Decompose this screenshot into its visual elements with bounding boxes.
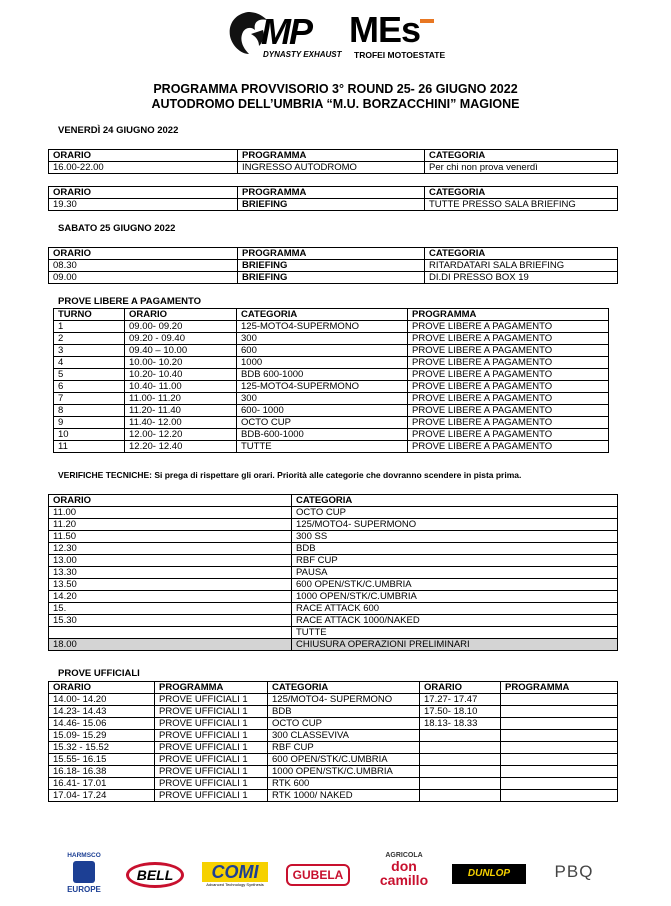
friday-heading: VENERDÌ 24 GIUGNO 2022 [58,125,179,136]
cell: 16.18- 16.38 [49,766,155,778]
col-categoria: CATEGORIA [268,682,420,694]
col-orario: ORARIO [49,187,238,199]
cell: 3 [54,345,125,357]
table-header-row [49,682,618,694]
col-orario-2: ORARIO [420,682,501,694]
saturday-table [48,247,618,284]
table-row [54,381,609,393]
cell: PROVE LIBERE A PAGAMENTO [408,429,609,441]
col-categoria: CATEGORIA [425,248,618,260]
cell: DI.DI PRESSO BOX 19 [425,272,618,284]
cell: 14.46- 15.06 [49,718,155,730]
cell: 11.00 [49,507,292,519]
harmsco-logo: HARMSCO EUROPE [67,852,101,894]
table-row [49,603,618,615]
cell: 125/MOTO4- SUPERMONO [292,519,618,531]
col-orario: ORARIO [49,150,238,162]
cell: 17.50- 18.10 [420,706,501,718]
cell: RTK 600 [268,778,420,790]
cell [501,790,618,802]
cell: 19.30 [49,199,238,211]
cell: 1 [54,321,125,333]
cell: 11.20- 11.40 [125,405,237,417]
cell: 17.04- 17.24 [49,790,155,802]
table-header-row [49,495,618,507]
logo-dynasty: DYNASTY EXHAUST [263,50,342,59]
cell: 6 [54,381,125,393]
table-row [49,627,618,639]
table-header-row [49,248,618,260]
cell: 5 [54,369,125,381]
cell: PROVE LIBERE A PAGAMENTO [408,345,609,357]
cell: 1000 OPEN/STK/C.UMBRIA [292,591,618,603]
cell: PROVE UFFICIALI 1 [155,778,268,790]
cell: 18.00 [49,639,292,651]
cell: PROVE UFFICIALI 1 [155,766,268,778]
cell: RBF CUP [268,742,420,754]
cell: BDB-600-1000 [237,429,408,441]
cell: PROVE LIBERE A PAGAMENTO [408,333,609,345]
cell: 18.13- 18.33 [420,718,501,730]
cell: INGRESSO AUTODROMO [238,162,425,174]
gubela-logo: GUBELA [286,864,350,886]
table-row [49,272,618,284]
table-row [54,405,609,417]
col-turno: TURNO [54,309,125,321]
cell: 12.00- 12.20 [125,429,237,441]
free-practice-table [53,308,609,453]
cell [501,730,618,742]
cell: 15.55- 16.15 [49,754,155,766]
cell: 600- 1000 [237,405,408,417]
table-row [54,345,609,357]
table-row [49,694,618,706]
logo-mp: MP [261,11,311,52]
cell: BDB [268,706,420,718]
table-row [54,357,609,369]
cell: 11.00- 11.20 [125,393,237,405]
table-row [54,369,609,381]
cell: 13.30 [49,567,292,579]
cell: RACE ATTACK 600 [292,603,618,615]
cell: 09.00- 09.20 [125,321,237,333]
page-title-line1: PROGRAMMA PROVVISORIO 3° ROUND 25- 26 GIUGNO 2022 [153,82,518,96]
cell: 10 [54,429,125,441]
cell: 300 CLASSEVIVA [268,730,420,742]
cell [501,766,618,778]
cell: 600 OPEN/STK/C.UMBRIA [268,754,420,766]
cell [420,790,501,802]
cell [501,742,618,754]
cell: 11 [54,441,125,453]
col-categoria: CATEGORIA [237,309,408,321]
table-header-row [49,150,618,162]
tech-checks-heading: VERIFICHE TECNICHE: Si prega di rispettare gli orari. Priorità alle categorie che dovranno scendere in pista prima. [58,470,522,480]
saturday-heading: SABATO 25 GIUGNO 2022 [58,223,176,234]
cell: OCTO CUP [268,718,420,730]
col-programma: PROGRAMMA [155,682,268,694]
table-row [54,429,609,441]
sponsor-bar [60,852,620,897]
header-logo [225,8,455,70]
cell: PROVE UFFICIALI 1 [155,790,268,802]
cell: BDB [292,543,618,555]
friday-table-2 [48,186,618,211]
dunlop-logo: DUNLOP [452,864,526,884]
doncamillo-logo: AGRICOLA don camillo [379,852,429,888]
cell: RTK 1000/ NAKED [268,790,420,802]
cell: PROVE LIBERE A PAGAMENTO [408,441,609,453]
cell: 12.30 [49,543,292,555]
cell: BDB 600-1000 [237,369,408,381]
table-row [54,393,609,405]
cell: 09.40 – 10.00 [125,345,237,357]
cell [501,706,618,718]
cell: 10.20- 10.40 [125,369,237,381]
free-practice-heading: PROVE LIBERE A PAGAMENTO [58,296,202,307]
logo-mes-accent [420,19,434,23]
cell: 300 [237,393,408,405]
cell [49,627,292,639]
cell: 17.27- 17.47 [420,694,501,706]
cell: 2 [54,333,125,345]
logo-trofei: TROFEI MOTOESTATE [354,50,446,60]
cell: 300 [237,333,408,345]
table-row [49,162,618,174]
cell: 4 [54,357,125,369]
cell: PROVE UFFICIALI 1 [155,742,268,754]
table-row [49,639,618,651]
col-programma: PROGRAMMA [408,309,609,321]
col-categoria: CATEGORIA [425,150,618,162]
comi-logo: COMI Advanced Technology Synthesis [202,862,268,890]
table-row [54,333,609,345]
table-row [49,790,618,802]
table-row [49,591,618,603]
cell [420,730,501,742]
cell: 1000 OPEN/STK/C.UMBRIA [268,766,420,778]
cell: 8 [54,405,125,417]
table-row [49,706,618,718]
table-row [49,766,618,778]
tech-checks-table [48,494,618,651]
cell: 09.20 - 09.40 [125,333,237,345]
pbq-logo: PBQ [554,862,594,881]
cell: BRIEFING [238,272,425,284]
cell: TUTTE [292,627,618,639]
cell: 600 [237,345,408,357]
table-row [49,555,618,567]
cell: PROVE LIBERE A PAGAMENTO [408,417,609,429]
cell: 12.20- 12.40 [125,441,237,453]
table-row [54,417,609,429]
cell: TUTTE PRESSO SALA BRIEFING [425,199,618,211]
bell-logo: BELL [126,862,184,888]
cell: 14.23- 14.43 [49,706,155,718]
cell: PROVE LIBERE A PAGAMENTO [408,369,609,381]
cell: PAUSA [292,567,618,579]
cell: 125-MOTO4-SUPERMONO [237,321,408,333]
table-row [49,615,618,627]
cell: PROVE UFFICIALI 1 [155,718,268,730]
cell: RITARDATARI SALA BRIEFING [425,260,618,272]
cell: 600 OPEN/STK/C.UMBRIA [292,579,618,591]
cell [501,694,618,706]
cell [420,778,501,790]
official-heading: PROVE UFFICIALI [58,668,140,679]
cell: 15.30 [49,615,292,627]
table-row [49,507,618,519]
cell: 15.32 - 15.52 [49,742,155,754]
table-row [49,579,618,591]
cell: RACE ATTACK 1000/NAKED [292,615,618,627]
table-row [49,754,618,766]
cell: 125/MOTO4- SUPERMONO [268,694,420,706]
cell: 16.41- 17.01 [49,778,155,790]
cell: RBF CUP [292,555,618,567]
cell [420,766,501,778]
col-programma: PROGRAMMA [238,150,425,162]
table-row [49,543,618,555]
cell: 14.20 [49,591,292,603]
cell: PROVE UFFICIALI 1 [155,754,268,766]
col-orario: ORARIO [49,682,155,694]
cell: 125-MOTO4-SUPERMONO [237,381,408,393]
col-programma: PROGRAMMA [238,187,425,199]
official-table [48,681,618,802]
harmsco-shield-icon [73,861,95,883]
cell: Per chi non prova venerdì [425,162,618,174]
page-title-line2: AUTODROMO DELL’UMBRIA “M.U. BORZACCHINI” MAGIONE [151,97,520,111]
table-row [49,778,618,790]
col-programma: PROGRAMMA [238,248,425,260]
friday-table-1 [48,149,618,174]
table-header-row [54,309,609,321]
cell: PROVE LIBERE A PAGAMENTO [408,321,609,333]
col-orario: ORARIO [125,309,237,321]
col-categoria: CATEGORIA [292,495,618,507]
table-row [54,321,609,333]
cell: PROVE UFFICIALI 1 [155,730,268,742]
cell: CHIUSURA OPERAZIONI PRELIMINARI [292,639,618,651]
logo-mes: MEs [349,9,421,50]
cell: 300 SS [292,531,618,543]
cell: 1000 [237,357,408,369]
cell [420,754,501,766]
table-row [49,199,618,211]
table-row [49,730,618,742]
col-programma-2: PROGRAMMA [501,682,618,694]
cell: TUTTE [237,441,408,453]
cell: OCTO CUP [292,507,618,519]
cell: PROVE LIBERE A PAGAMENTO [408,357,609,369]
col-orario: ORARIO [49,248,238,260]
cell: BRIEFING [238,199,425,211]
cell: 11.50 [49,531,292,543]
cell: 14.00- 14.20 [49,694,155,706]
table-row [49,718,618,730]
cell: 9 [54,417,125,429]
cell: OCTO CUP [237,417,408,429]
table-row [49,742,618,754]
table-row [49,531,618,543]
cell: 09.00 [49,272,238,284]
col-orario: ORARIO [49,495,292,507]
cell: 16.00-22.00 [49,162,238,174]
table-row [54,441,609,453]
cell: PROVE LIBERE A PAGAMENTO [408,393,609,405]
table-row [49,567,618,579]
cell: PROVE LIBERE A PAGAMENTO [408,381,609,393]
cell [501,778,618,790]
cell [420,742,501,754]
cell: BRIEFING [238,260,425,272]
cell: 10.00- 10.20 [125,357,237,369]
cell: 13.00 [49,555,292,567]
cell: 7 [54,393,125,405]
table-header-row [49,187,618,199]
table-row [49,260,618,272]
cell: PROVE UFFICIALI 1 [155,706,268,718]
cell: 13.50 [49,579,292,591]
table-row [49,519,618,531]
col-categoria: CATEGORIA [425,187,618,199]
cell: 15. [49,603,292,615]
cell: 11.20 [49,519,292,531]
cell: PROVE LIBERE A PAGAMENTO [408,405,609,417]
cell: PROVE UFFICIALI 1 [155,694,268,706]
cell: 10.40- 11.00 [125,381,237,393]
cell: 11.40- 12.00 [125,417,237,429]
cell: 08.30 [49,260,238,272]
cell: 15.09- 15.29 [49,730,155,742]
cell [501,754,618,766]
cell [501,718,618,730]
